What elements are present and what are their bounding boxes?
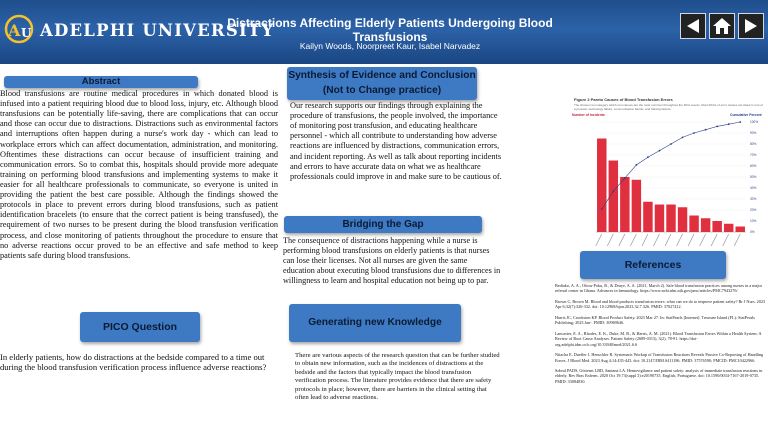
bar-value-label: 10 xyxy=(669,200,673,204)
reference-item: Harris JC, Crookston KP. Blood Product Safety. 2023 Mar 27. In: StatPearls [Internet]. Treasure Island (FL): StatPearls Publishing; 2023 Jan-. PMID: 30969646. xyxy=(555,314,755,326)
reference-item: Bediako, A. A., Ofosu-Poku, R., & Druye, A. A. (2021, March 2). Safe blood transfusion practices among nurses in a major referral center in Ghana. Advances in hematology. https://www.ncbi.nlm.nih.gov/pmc/articles/PMC7943276/ xyxy=(555,283,763,294)
y-axis-label: Number of Incidents xyxy=(572,113,605,117)
chart-bar xyxy=(701,218,710,232)
chart-bar xyxy=(632,180,641,232)
x-tick-label xyxy=(711,234,717,246)
chart-bar xyxy=(666,205,675,233)
x-tick-label xyxy=(596,234,602,246)
bar-value-label: 2 xyxy=(739,222,742,226)
bar-value-label: 3 xyxy=(727,219,730,224)
chart-bar xyxy=(643,202,652,232)
poster-title: Distractions Affecting Elderly Patients Undergoing Blood Transfusions xyxy=(227,16,553,44)
abstract-text: Blood transfusions are routine medical procedures in which donated blood is infused into a patient requiring blood due to blood loss, injury, etc. Although blood transfusions can be potentially life-saving, there are complications that can occur and those can occur due to distractions. Distractions such as environmental factors and interruptions often happen during a nurse's work day - which can lead to workplace errors which can affect documentation, administration, and monitoring. Oftentimes these distractions can occur because of insufficient training and communication errors. So to combat this, hospitals should provide more adequate training on performing blood transfusions and implementing systems to make it easier for all healthcare professionals to communicate, so everyone is united in providing the patient the best care possible. Although the findings showed the protocols in place to prevent errors during blood transfusions, such as patient identification bracelets (to ensure that the correct patient is being transfused), the requirement of two nurses to be present during the blood transfusion verification process, and close monitoring of patients throughout the procedure to ensure that no adverse reactions occur proved to be an effective and safe method to keep patients safe during blood transfusions. xyxy=(0,89,278,260)
chart-bar xyxy=(712,221,721,232)
bar-value-label: 26 xyxy=(611,156,616,160)
bar-value-label: 10 xyxy=(657,200,662,204)
y2-tick-label: 70% xyxy=(750,153,757,158)
y2-tick-label: 90% xyxy=(750,131,757,136)
x-tick-label xyxy=(619,234,625,246)
x-tick-label xyxy=(665,234,671,246)
x-tick-label xyxy=(607,234,613,246)
x-tick-label xyxy=(677,234,683,246)
bar-value-label: 4 xyxy=(716,216,719,221)
y2-tick-label: 100% xyxy=(750,120,759,125)
reference-item: Lancaster, E. A., Rhodes, E. K., Duke, M. B., & Harris, A. M. (2021). Blood Transfusion Errors Within a Health System: A Review of Root Cause Analyses. Patient Safety (2689-0313), 3(2), 78-91. https://doi-org.adelphi.idm.oclc.org/10.33940/med/2021.6.6 xyxy=(555,330,762,347)
reference-item: Sobral PADS, Göttems LBD, Santana LA. Hemovigilance and patient safety: analysis of immediate transfusion reactions in elderly. Rev Bras Enferm. 2020 Oct 19;73(suppl 3):e20190735. English, Portuguese. doi: 10.1590/0034-7167-2019-0735. PMID: 33084830. xyxy=(555,367,763,384)
y2-tick-label: 40% xyxy=(750,186,757,191)
y2-tick-label: 10% xyxy=(750,219,757,224)
gap-heading: Bridging the Gap xyxy=(284,216,482,233)
y2-tick-label: 20% xyxy=(750,208,757,213)
pareto-chart xyxy=(570,110,766,270)
y2-axis-label: Cumulative Percent xyxy=(730,113,762,117)
references-heading: References xyxy=(580,251,726,279)
bar-value-label: 20 xyxy=(622,172,627,177)
svg-text:U: U xyxy=(21,26,32,40)
chart-bar xyxy=(655,205,664,233)
gap-text: The consequence of distractions happening while a nurse is performing blood transfusions on elderly patients is that nurses can lose their licenses. Not all nurses are given the same education about executing blood transfusions due to differences in willingness to learn and hospital education not being up to par. xyxy=(283,236,501,285)
chart-title: Figure 2 Pareto Causes of Blood Transfusion Errors xyxy=(574,97,673,102)
pico-heading: PICO Question xyxy=(80,312,200,342)
bar-value-label: 34 xyxy=(599,134,604,138)
y2-tick-label: 80% xyxy=(750,142,757,147)
y2-tick-label: 0% xyxy=(750,230,755,235)
x-tick-label xyxy=(630,234,636,246)
poster-header xyxy=(0,0,768,64)
chart-bar xyxy=(678,207,687,232)
x-tick-label xyxy=(653,234,659,246)
x-tick-label xyxy=(700,234,706,246)
synthesis-text: Our research supports our findings through explaining the procedure of transfusions, the people involved, the importance of monitoring post transfusion, and educating healthcare personnel - which all contribute to understanding how adverse reactions are influenced by distractions, communication errors, and incident reporting. As well as talk about reporting incidents and errors to have accurate data on what we as healthcare professionals could improve in and make sure to be cautious of. xyxy=(290,101,502,181)
chart-subtitle: The chosen root category which root causes are the most common throughout the RCA events. Most RCAs of error causes are listed in root of a process, technology failure, communication barrier, and training factors. xyxy=(574,103,763,111)
synthesis-heading: Synthesis of Evidence and Conclusion (Not to Change practice) xyxy=(287,67,477,100)
pico-text: In elderly patients, how do distractions at the bedside compared to a time out during the blood transfusion verification process influence adverse reactions? xyxy=(0,352,267,373)
bar-value-label: 5 xyxy=(704,213,707,218)
au-emblem-icon xyxy=(4,11,38,49)
nav-buttons xyxy=(680,13,764,39)
bar-value-label: 6 xyxy=(693,211,696,215)
chart-bar xyxy=(724,224,733,232)
references-list xyxy=(555,283,767,389)
knowledge-text: There are various aspects of the research question that can be further studied to obtain new information, such as the incidences of distractions at the bedside and the factors that typically impact the blood transfusion verification process. The literature provides evidence that there are safety protocols in place; however, there are barriers in the clinical setting that often lead to adverse reactions. xyxy=(295,352,500,401)
home-icon[interactable] xyxy=(709,13,735,39)
reference-item: Ntiacha E, Dueffer J, Henschler R. Systematic Workup of Transfusion Reactions Reveals Passive Co-Reporting of Handling Errors. J Blood Med. 2023 Aug 4;14:435-443. doi: 10.2147/JBM.S411186. PMID: 37576590; PMCID: PMC10422966. xyxy=(555,352,764,363)
x-tick-label xyxy=(723,234,729,246)
y2-tick-label: 50% xyxy=(750,175,757,180)
bar-value-label: 9 xyxy=(681,202,684,207)
x-tick-label xyxy=(688,234,694,246)
x-tick-label xyxy=(734,234,740,246)
y2-tick-label: 60% xyxy=(750,164,757,169)
back-arrow-icon[interactable] xyxy=(680,13,706,39)
bar-value-label: 11 xyxy=(646,197,650,202)
chart-bar xyxy=(689,216,698,233)
poster-authors: Kailyn Woods, Noorpreet Kaur, Isabel Narvadez xyxy=(299,41,481,51)
y2-tick-label: 30% xyxy=(750,197,757,202)
abstract-heading: Abstract xyxy=(4,76,198,88)
chart-bar xyxy=(736,227,745,233)
chart-bar xyxy=(620,177,629,232)
forward-arrow-icon[interactable] xyxy=(738,13,764,39)
x-tick-label xyxy=(642,234,648,246)
chart-bar xyxy=(597,139,606,233)
bar-value-label: 19 xyxy=(634,175,639,180)
knowledge-heading: Generating new Knowledge xyxy=(289,304,461,342)
university-name: ADELPHI UNIVERSITY xyxy=(40,20,275,40)
svg-text:A: A xyxy=(8,21,21,40)
reference-item: Brown C, Brown M. Blood and blood products transfusion errors: what can we do to improve patient safety? Br J Nurs. 2023 Apr 6;32(7):326-332. doi: 10.12968/bjon.2023.32.7.326. PMID: 37027412. xyxy=(555,298,766,310)
